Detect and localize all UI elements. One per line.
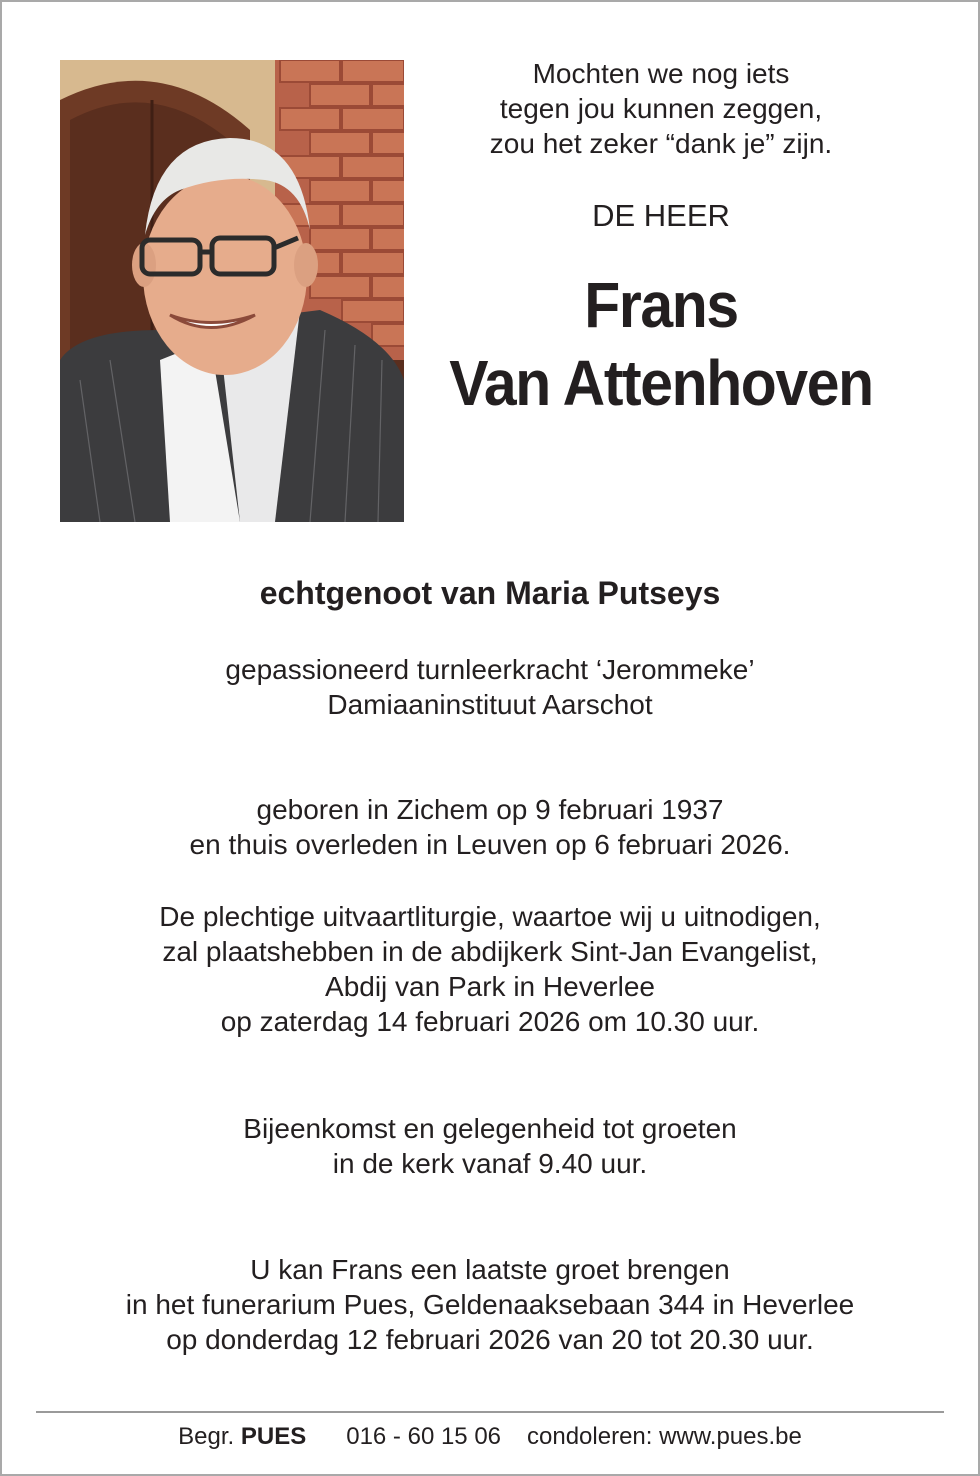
occupation-block [2,652,978,722]
birth-line: geboren in Zichem op 9 februari 1937 [256,794,724,825]
spouse-line: echtgenoot van Maria Putseys [259,575,721,611]
verse-line: tegen jou kunnen zeggen, [499,93,823,124]
funeral-line: Abdij van Park in Heverlee [325,971,655,1002]
gathering-block [2,1111,978,1181]
footer [2,1422,978,1452]
gathering-line: Bijeenkomst en gelegenheid tot groeten [243,1113,737,1144]
verse-line: zou het zeker “dank je” zijn. [489,128,833,159]
visitation-block [2,1252,978,1357]
memorial-verse [422,56,900,161]
portrait-photo [60,60,404,522]
undertaker-prefix: Begr. [178,1423,235,1450]
funeral-line: zal plaatshebben in de abdijkerk Sint-Jan Evangelist, [162,936,818,967]
gathering-line: in de kerk vanaf 9.40 uur. [332,1148,648,1179]
condolence-link[interactable]: condoleren: www.pues.be [527,1423,802,1450]
occupation-line: Damiaaninstituut Aarschot [327,689,653,720]
occupation-line: gepassioneerd turnleerkracht ‘Jerommeke’ [225,654,755,685]
phone-number: 016 - 60 15 06 [346,1423,502,1450]
visitation-line: U kan Frans een laatste groet brengen [250,1254,730,1285]
visitation-line: in het funerarium Pues, Geldenaaksebaan 344 in Heverlee [125,1289,855,1320]
visitation-line: op donderdag 12 februari 2026 van 20 tot 20.30 uur. [166,1324,814,1355]
footer-divider [36,1411,944,1413]
undertaker-name: PUES [240,1423,307,1450]
funeral-line: De plechtige uitvaartliturgie, waartoe wij u uitnodigen, [159,901,821,932]
first-name: Frans [584,269,738,341]
honorific-title: DE HEER [592,198,730,233]
last-name: Van Attenhoven [449,347,873,419]
birth-death-block [2,792,978,862]
portrait-image [60,60,404,522]
funeral-line: op zaterdag 14 februari 2026 om 10.30 uur. [220,1006,760,1037]
death-line: en thuis overleden in Leuven op 6 februari 2026. [189,829,791,860]
deceased-name [441,266,881,422]
funeral-block [2,899,978,1039]
verse-line: Mochten we nog iets [532,58,790,89]
